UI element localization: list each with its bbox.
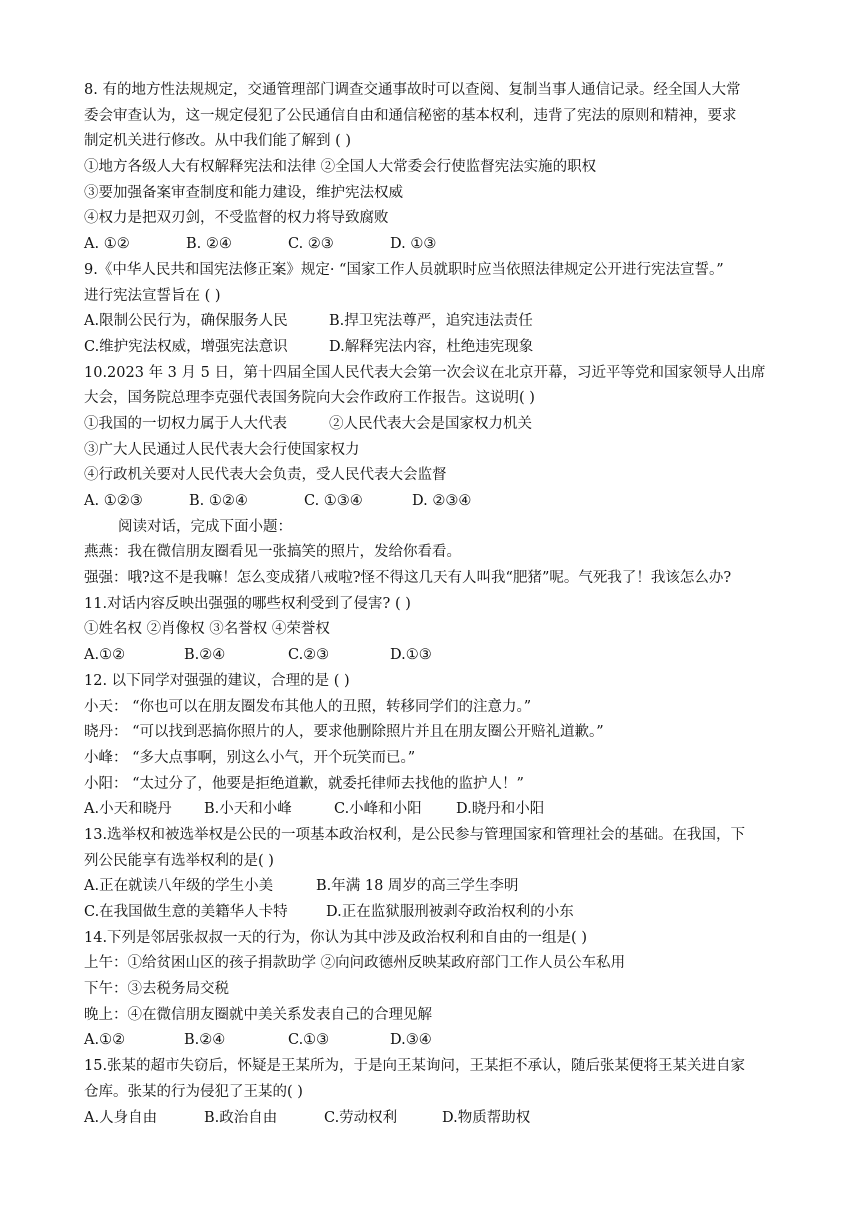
q14-morning: 上午：①给贫困山区的孩子捐款助学 ②向问政德州反映某政府部门工作人员公车私用 bbox=[84, 955, 626, 972]
q10-item-4: ④行政机关要对人民代表大会负责，受人民代表大会监督 bbox=[84, 467, 447, 484]
q10-option-a: A. ①②③ bbox=[84, 493, 143, 509]
reading-intro: 阅读对话，完成下面小题： bbox=[118, 518, 292, 535]
q8-options bbox=[84, 232, 784, 258]
q8-item-4: ④权力是把双刃剑，不受监督的权力将导致腐败 bbox=[84, 210, 389, 227]
q15-options bbox=[84, 1106, 784, 1132]
q14-afternoon: 下午：③去税务局交税 bbox=[84, 981, 229, 998]
q11-option-c: C.②③ bbox=[288, 647, 330, 664]
q10-line-2: 大会，国务院总理李克强代表国务院向大会作政府工作报告。这说明( ) bbox=[84, 390, 535, 407]
q9-options-row-1 bbox=[84, 309, 784, 335]
q12-suggestion-xiaotian: 小天： “你也可以在朋友圈发布其他人的丑照，转移同学们的注意力。” bbox=[84, 698, 532, 715]
q10-item-3: ③广大人民通过人民代表大会行使国家权力 bbox=[84, 441, 360, 458]
q10-line-1: 10.2023 年 3 月 5 日，第十四届全国人民代表大会第一次会议在北京开幕，习近平等党和国家领导人出席 bbox=[84, 364, 766, 381]
q12-option-c: C.小峰和小阳 bbox=[334, 801, 422, 818]
q11-options bbox=[84, 643, 784, 669]
q8-item-1: ①地方各级人大有权解释宪法和法律 ②全国人大常委会行使监督宪法实施的职权 bbox=[84, 159, 597, 176]
q9-line-2: 进行宪法宣誓旨在 ( ) bbox=[84, 287, 221, 304]
q13-option-b: B.年满 18 周岁的高三学生李明 bbox=[316, 878, 519, 895]
q9-line-1: 9.《中华人民共和国宪法修正案》规定· “国家工作人员就职时应当依照法律规定公开进行宪法宣誓。” bbox=[84, 261, 724, 278]
q15-line-2: 仓库。张某的行为侵犯了王某的( ) bbox=[84, 1083, 303, 1100]
dialogue-yanyan: 燕燕：我在微信朋友圈看见一张搞笑的照片，发给你看看。 bbox=[84, 544, 461, 561]
q11-stem: 11.对话内容反映出强强的哪些权利受到了侵害? ( ) bbox=[84, 595, 411, 612]
q15-line-1: 15.张某的超市失窃后，怀疑是王某所为，于是向王某询问，王某拒不承认，随后张某便将王某关进自家 bbox=[84, 1058, 746, 1075]
q8-option-a: A. ①② bbox=[84, 236, 130, 253]
exam-page bbox=[84, 78, 784, 1131]
q9-option-c: C.维护宪法权威，增强宪法意识 bbox=[84, 338, 288, 355]
q12-options bbox=[84, 797, 784, 823]
q13-option-d: D.正在监狱服刑被剥夺政治权利的小东 bbox=[326, 904, 574, 920]
q10-option-b: B. ①②④ bbox=[189, 493, 248, 509]
q15-option-b: B.政治自由 bbox=[204, 1109, 278, 1126]
q9-option-d: D.解释宪法内容，杜绝违宪现象 bbox=[329, 338, 534, 355]
q12-suggestion-xiaodan: 晓丹： “可以找到恶搞你照片的人，要求他删除照片并且在朋友圈公开赔礼道歉。” bbox=[84, 724, 604, 741]
q8-item-3: ③要加强备案审查制度和能力建设，维护宪法权威 bbox=[84, 184, 403, 201]
q14-option-d: D.③④ bbox=[390, 1032, 432, 1049]
q9-option-b: B.捍卫宪法尊严，追究违法责任 bbox=[329, 313, 533, 330]
q13-options-row-1 bbox=[84, 874, 784, 900]
q11-option-b: B.②④ bbox=[184, 647, 226, 664]
q14-option-a: A.①② bbox=[84, 1032, 126, 1049]
q15-option-a: A.人身自由 bbox=[84, 1109, 158, 1126]
q12-option-b: B.小天和小峰 bbox=[204, 801, 292, 818]
q10-item-1: ①我国的一切权力属于人大代表 bbox=[84, 415, 287, 432]
q8-option-c: C. ②③ bbox=[288, 236, 334, 253]
q8-option-b: B. ②④ bbox=[186, 236, 232, 253]
q11-option-a: A.①② bbox=[84, 647, 126, 664]
q8-line-1: 8. 有的地方性法规规定，交通管理部门调查交通事故时可以查阅、复制当事人通信记录。经全国人大常 bbox=[84, 82, 741, 98]
q13-line-1: 13.选举权和被选举权是公民的一项基本政治权利，是公民参与管理国家和管理社会的基础。在我国，下 bbox=[84, 826, 746, 843]
q10-option-c: C. ①③④ bbox=[304, 493, 363, 509]
dialogue-qiangqiang: 强强：哦?这不是我嘛！怎么变成猪八戒啦?怪不得这几天有人叫我“肥猪”呢。气死我了！我该怎么办? bbox=[84, 570, 732, 587]
q12-stem: 12. 以下同学对强强的建议，合理的是 ( ) bbox=[84, 672, 350, 689]
q14-options bbox=[84, 1028, 784, 1054]
q9-option-a: A.限制公民行为，确保服务人民 bbox=[84, 313, 288, 330]
q12-option-a: A.小天和晓丹 bbox=[84, 801, 172, 818]
q13-option-c: C.在我国做生意的美籍华人卡特 bbox=[84, 904, 288, 920]
q14-stem: 14.下列是邻居张叔叔一天的行为，你认为其中涉及政治权利和自由的一组是( ) bbox=[84, 929, 587, 946]
q11-items: ①姓名权 ②肖像权 ③名誉权 ④荣誉权 bbox=[84, 621, 330, 638]
q8-line-3: 制定机关进行修改。从中我们能了解到 ( ) bbox=[84, 133, 352, 150]
q13-line-2: 列公民能享有选举权利的是( ) bbox=[84, 852, 274, 869]
q12-suggestion-xiaofeng: 小峰： “多大点事啊，别这么小气，开个玩笑而已。” bbox=[84, 749, 416, 766]
q10-options bbox=[84, 489, 784, 515]
q12-suggestion-xiaoyang: 小阳： “太过分了，他要是拒绝道歉，就委托律师去找他的监护人！” bbox=[84, 775, 524, 792]
q8-option-d: D. ①③ bbox=[390, 236, 437, 253]
q15-option-d: D.物质帮助权 bbox=[442, 1109, 531, 1126]
q14-evening: 晚上：④在微信朋友圈就中美关系发表自己的合理见解 bbox=[84, 1006, 432, 1023]
q10-items-row-1 bbox=[84, 412, 784, 438]
q13-options-row-2 bbox=[84, 900, 784, 926]
q10-item-2: ②人民代表大会是国家权力机关 bbox=[329, 415, 532, 432]
q15-option-c: C.劳动权利 bbox=[324, 1109, 398, 1126]
q14-option-c: C.①③ bbox=[288, 1032, 330, 1049]
q10-option-d: D. ②③④ bbox=[412, 493, 472, 509]
q12-option-d: D.晓丹和小阳 bbox=[456, 801, 545, 818]
q14-option-b: B.②④ bbox=[184, 1032, 226, 1049]
q11-option-d: D.①③ bbox=[390, 647, 432, 664]
q8-line-2: 委会审查认为，这一规定侵犯了公民通信自由和通信秘密的基本权利，违背了宪法的原则和精神，要求 bbox=[84, 107, 737, 124]
q9-options-row-2 bbox=[84, 335, 784, 361]
q13-option-a: A.正在就读八年级的学生小美 bbox=[84, 878, 274, 895]
